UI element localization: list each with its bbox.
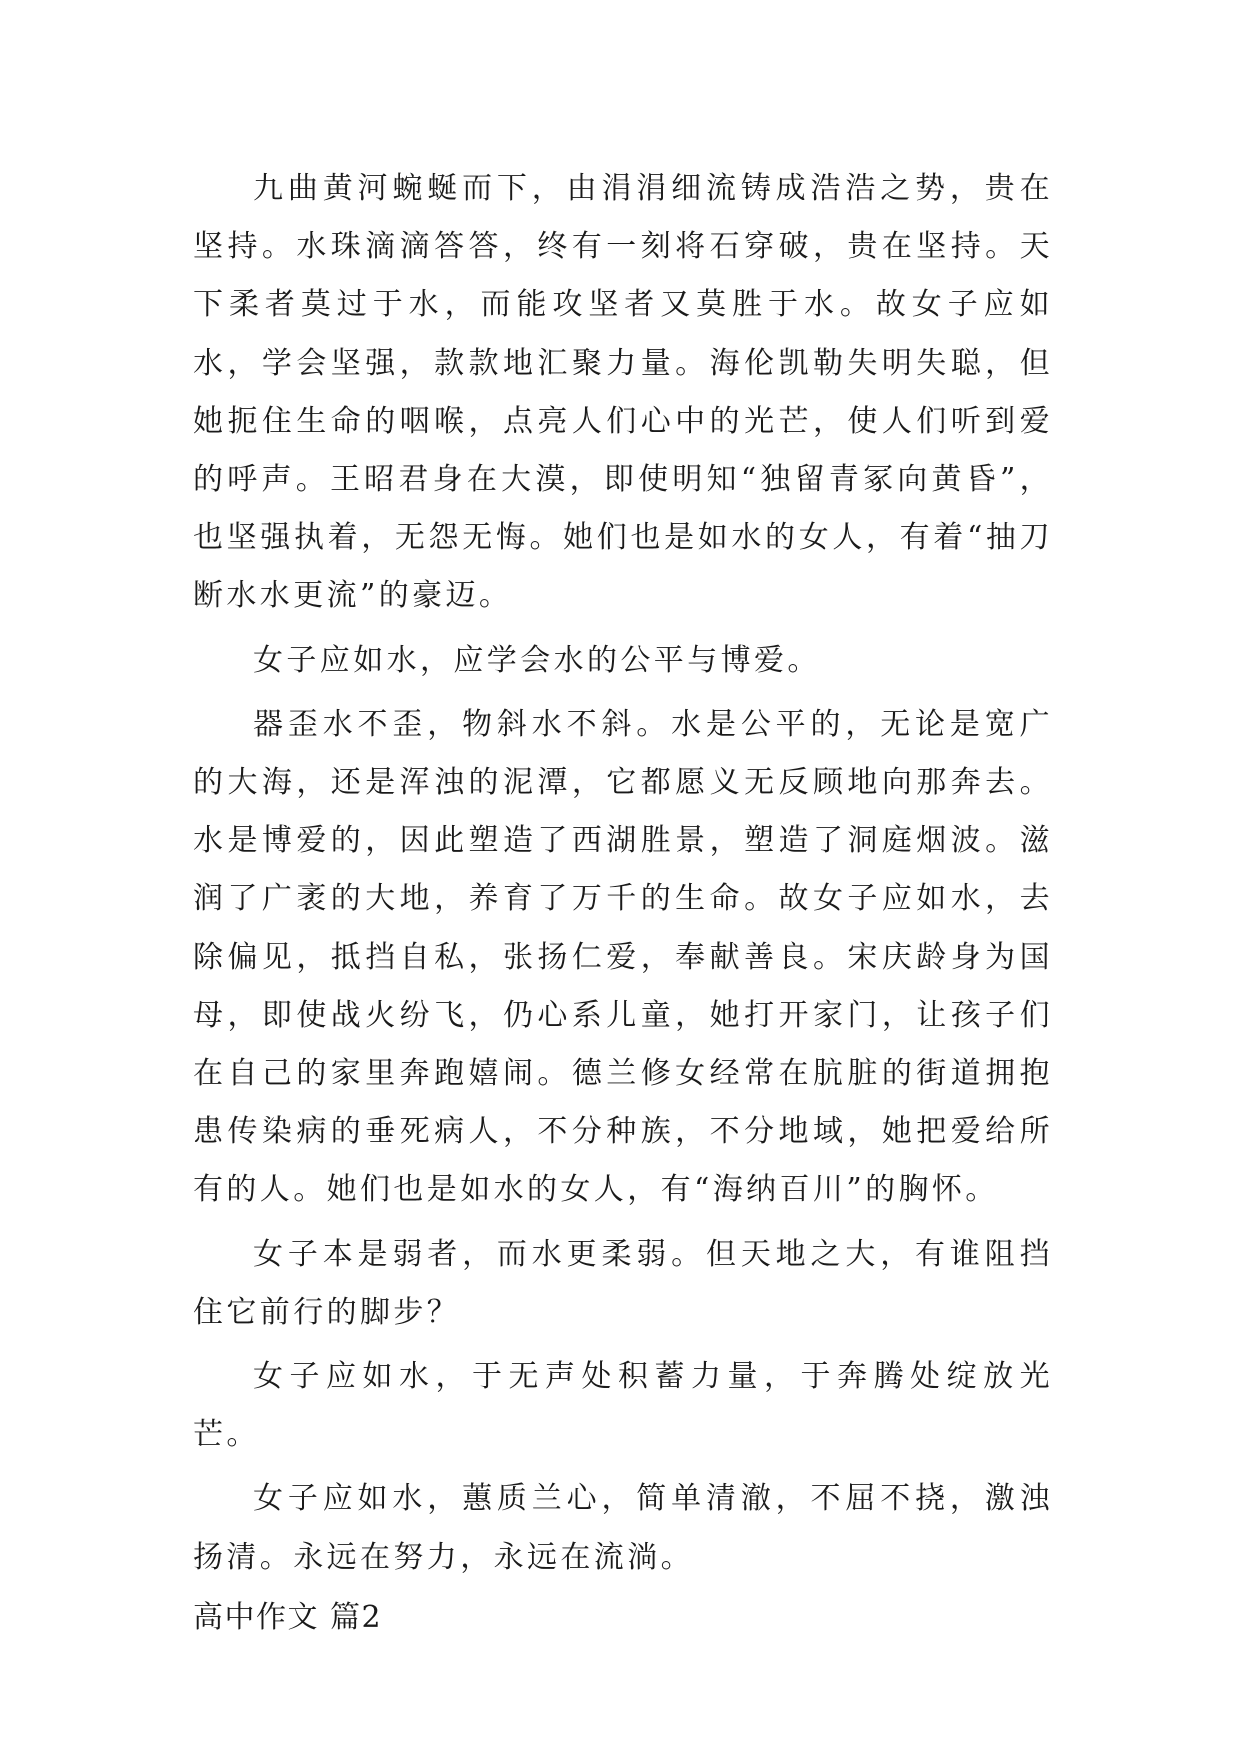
paragraph: 女子应如水，于无声处积蓄力量，于奔腾处绽放光芒。 bbox=[193, 1359, 1053, 1453]
paragraph: 器歪水不歪，物斜水不斜。水是公平的，无论是宽广的大海，还是浑浊的泥潭，它都愿义无反顾地向那奔去。水是博爱的，因此塑造了西湖胜景，塑造了洞庭烟波。滋润了广袤的大地，养育了万千的生命。故女子应如水，去除偏见，抵挡自私，张扬仁爱，奉献善良。宋庆龄身为国母，即使战火纷飞，仍心系儿童，她打开家门，让孩子们在自己的家里奔跑嬉闹。德兰修女经常在肮脏的街道拥抱患传染病的垂死病人，不分种族，不分地域，她把爱给所有的人。她们也是如水的女人，有“海纳百川”的胸怀。 bbox=[193, 706, 1053, 1208]
section-heading: 高中作文 篇2 bbox=[193, 1599, 383, 1635]
paragraph: 女子本是弱者，而水更柔弱。但天地之大，有谁阻挡住它前行的脚步？ bbox=[193, 1236, 1053, 1330]
document-page bbox=[193, 160, 1053, 1647]
paragraph: 女子应如水，应学会水的公平与博爱。 bbox=[253, 642, 821, 678]
paragraph: 九曲黄河蜿蜒而下，由涓涓细流铸成浩浩之势，贵在坚持。水珠滴滴答答，终有一刻将石穿破，贵在坚持。天下柔者莫过于水，而能攻坚者又莫胜于水。故女子应如水，学会坚强，款款地汇聚力量。海伦凯勒失明失聪，但她扼住生命的咽喉，点亮人们心中的光芒，使人们听到爱的呼声。王昭君身在大漠，即使明知“独留青冢向黄昏”，也坚强执着，无怨无悔。她们也是如水的女人，有着“抽刀断水水更流”的豪迈。 bbox=[193, 171, 1053, 614]
paragraph: 女子应如水，蕙质兰心，简单清澈，不屈不挠，激浊扬清。永远在努力，永远在流淌。 bbox=[193, 1481, 1053, 1575]
